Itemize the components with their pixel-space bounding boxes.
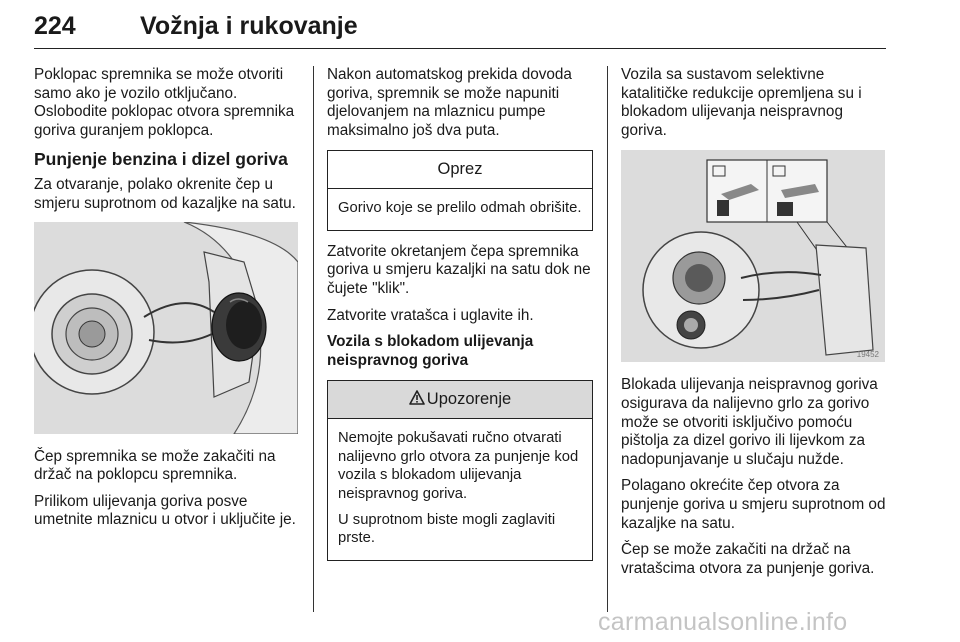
warning-header (328, 381, 592, 419)
fuel-cap-drawing (34, 222, 298, 434)
page-header (34, 6, 886, 49)
warning-title: Upozorenje (426, 390, 512, 409)
caution-box (327, 150, 593, 230)
page-number: 224 (34, 12, 76, 40)
paragraph: Blokada ulijevanja neispravnog goriva osigurava da nalijevno grlo za gorivo može se otvoriti isključivo pomoću pištolja za dizel gorivo ili lijevkom za nadopunjavanje u slučaju nužde. (621, 376, 878, 468)
paragraph: Čep se može zakačiti na držač na vratašcima otvora za punjenje goriva. (621, 541, 875, 577)
chapter-title: Vožnja i rukovanje (140, 12, 358, 40)
paragraph: Nakon automatskog prekida dovoda goriva, spremnik se može napuniti djelovanjem na mlaznicu pumpe maksimalno još dva puta. (327, 66, 572, 139)
watermark: carmanualsonline.info (598, 608, 848, 636)
warning-box (327, 380, 593, 560)
paragraph: Za otvaranje, polako okrenite čep u smjeru suprotnom od kazaljke na satu. (34, 176, 296, 212)
fuel-cap-illustration (34, 222, 298, 434)
warning-triangle-icon (409, 390, 425, 405)
section-heading: Punjenje benzina i dizel goriva (34, 149, 288, 170)
column-divider (313, 66, 314, 612)
column-2 (327, 66, 593, 573)
column-1 (34, 66, 300, 538)
paragraph: Prilikom ulijevanja goriva posve umetnite mlaznicu u otvor i uključite je. (34, 492, 296, 529)
figure-code: 19452 (856, 350, 879, 360)
warning-text: U suprotnom biste mogli zaglaviti prste. (338, 511, 556, 547)
sub-heading: Vozila s blokadom ulijevanja neispravnog goriva (327, 333, 534, 369)
warning-text: Nemojte pokušavati ručno otvarati nalijevno grlo otvora za punjenje kod vozila s blokadom ulijevanja neispravnog goriva. (338, 430, 579, 502)
paragraph: Polagano okrećite čep otvora za punjenje goriva u smjeru suprotnom od kazaljke na satu. (621, 477, 886, 532)
paragraph: Vozila sa sustavom selektivne katalitičke redukcije opremljena su i blokadom ulijevanja neispravnog goriva. (621, 66, 862, 139)
misfuel-drawing (621, 150, 885, 362)
paragraph: Zatvorite vratašca i uglavite ih. (327, 306, 534, 324)
paragraph: Čep spremnika se može zakačiti na držač na poklopcu spremnika. (34, 447, 276, 484)
caution-text: Gorivo koje se prelilo odmah obrišite. (338, 200, 582, 217)
misfuel-inhibitor-illustration (621, 150, 885, 362)
paragraph: Poklopac spremnika se može otvoriti samo ako je vozilo otključano. Oslobodite poklopac otvora spremnika goriva guranjem poklopca. (34, 66, 295, 139)
caution-title: Oprez (328, 151, 592, 189)
column-divider (607, 66, 608, 612)
column-3 (621, 66, 887, 586)
paragraph: Zatvorite okretanjem čepa spremnika goriva u smjeru kazaljki na satu dok ne čujete "klik". (327, 242, 591, 297)
